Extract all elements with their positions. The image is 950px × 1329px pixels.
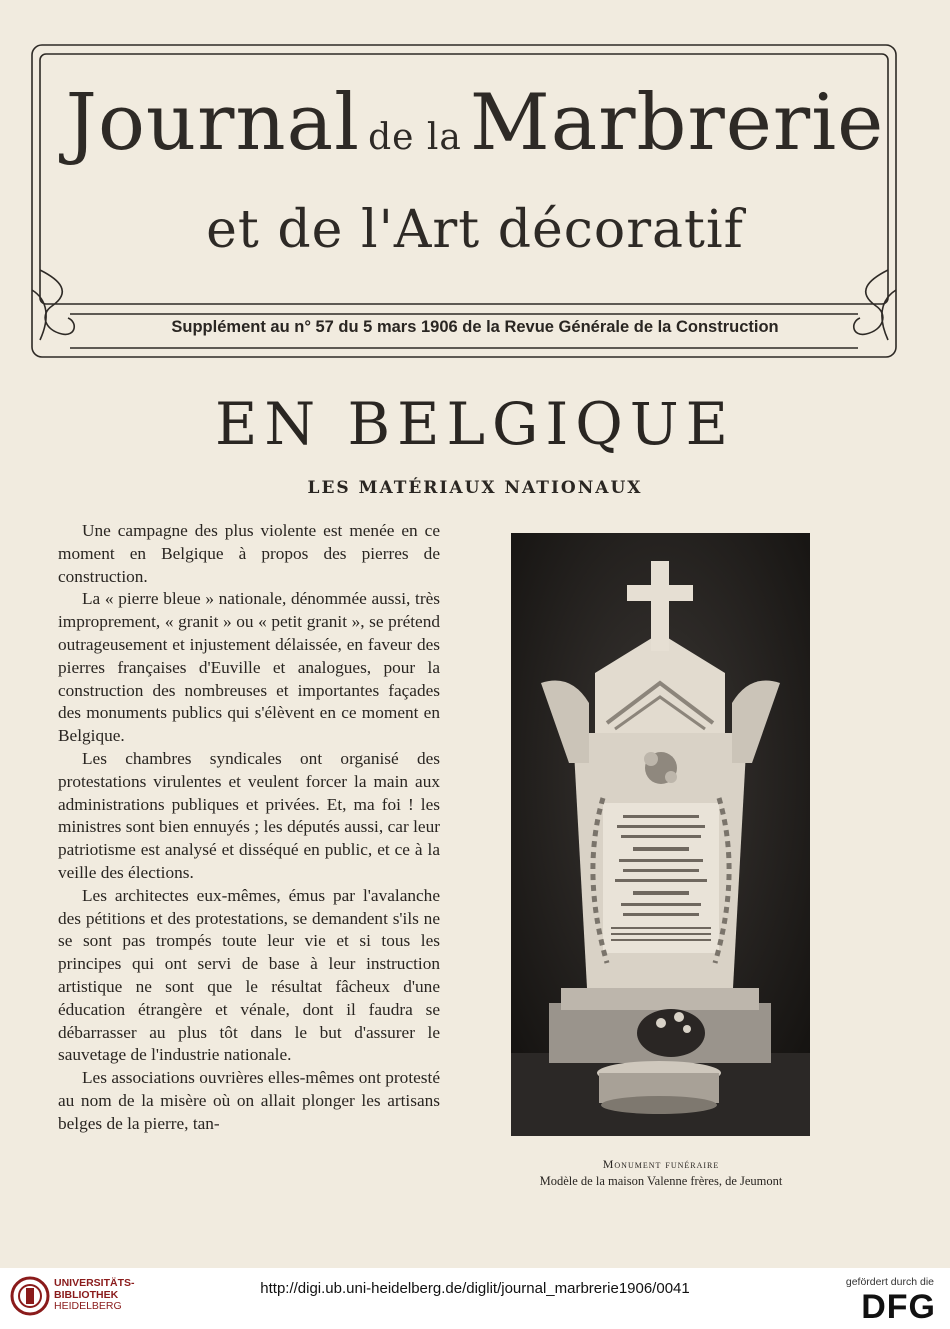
monument-photo — [511, 533, 810, 1136]
article-subhead: LES MATÉRIAUX NATIONAUX — [307, 478, 643, 498]
library-line: UNIVERSITÄTS- — [54, 1277, 135, 1289]
figure-caption-title: Monument funéraire — [602, 1157, 720, 1171]
funder-label: gefördert durch die — [845, 1276, 934, 1288]
article-headline: EN BELGIQUE — [214, 390, 735, 458]
paragraph: Une campagne des plus violente est menée en ce moment en Belgique à propos des pierres de construction. — [58, 521, 440, 586]
paragraph: Les architectes eux-mêmes, émus par l'avalanche des pétitions et des protestations, se demandent s'ils ne se sont pas trompés toute leur vie et si tous les principes qui ont servi de base à leur instruction artistique ne sont que le résultat fâcheux d'une éducation étrangère et vénale, dont il faudra se débarrasser au plus tôt dans le but d'assurer le sauvetage de l'industrie nationale. — [58, 885, 440, 1065]
masthead-subtitle: et de l'Art décoratif — [206, 200, 744, 260]
paragraph: La « pierre bleue » nationale, dénommée aussi, très improprement, « granit » ou « petit granit », se prétend outrageusement et injustement délaissée, en faveur des pierres françaises d'Euville et analogues, pour la construction des nombreuses et importantes façades des monuments publics qui s'élèvent en ce moment en Belgique. — [58, 589, 440, 746]
library-line: HEIDELBERG — [54, 1300, 122, 1312]
masthead-word-marbrerie: Marbrerie — [469, 78, 885, 168]
masthead-title — [40, 78, 910, 168]
paragraph: Les associations ouvrières elles-mêmes ont protesté au nom de la misère où on allait plonger les artisans belges de la pierre, tan- — [58, 1068, 440, 1133]
figure-caption-text: Modèle de la maison Valenne frères, de Jeumont — [539, 1174, 783, 1188]
supplement-line: Supplément au n° 57 du 5 mars 1906 de la Revue Générale de la Construction — [171, 318, 779, 336]
footer-bar — [0, 1268, 950, 1329]
monument-illustration — [511, 533, 810, 1136]
dfg-logo: DFG — [861, 1288, 936, 1326]
masthead-word-de-la: de la — [368, 117, 462, 158]
masthead-word-journal: Journal — [65, 78, 361, 168]
paragraph: Les chambres syndicales ont organisé des protestations virulentes et veulent forcer la main aux administrations publiques et privées. Et, ma foi ! les ministres sont bien ennuyés ; les députés aussi, car leur patriotisme est analysé et disséqué en public, et ce à la veille des élections. — [58, 748, 440, 882]
permalink[interactable]: http://digi.ub.uni-heidelberg.de/diglit/journal_marbrerie1906/0041 — [260, 1280, 690, 1297]
library-line: BIBLIOTHEK — [54, 1288, 119, 1301]
article-body — [58, 520, 440, 1136]
